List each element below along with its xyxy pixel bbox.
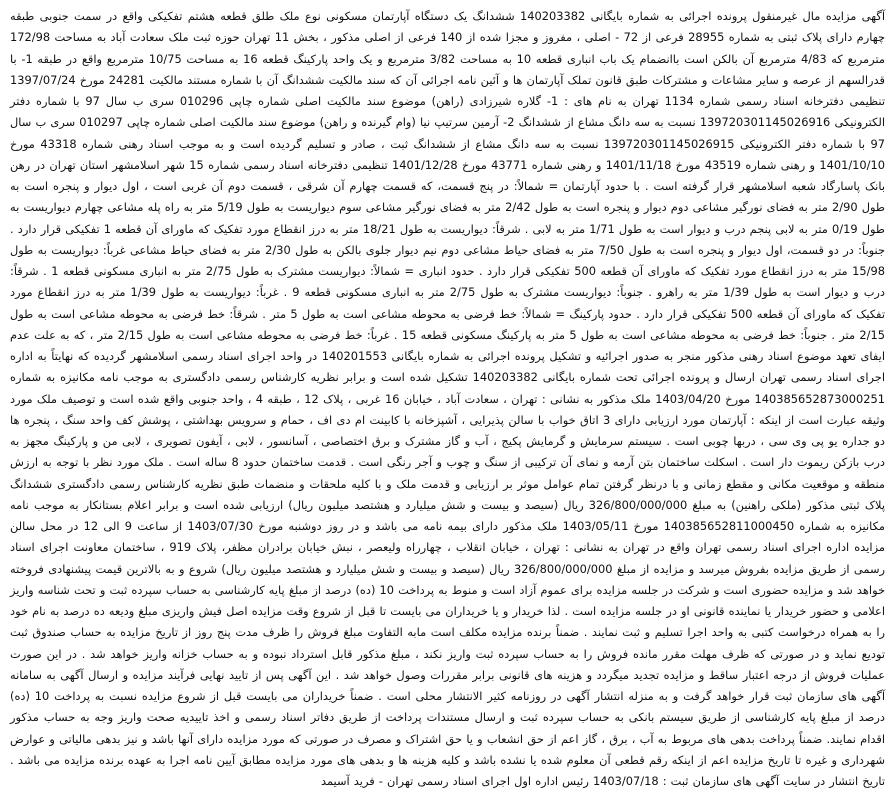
auction-notice-text: آگهی مزایده مال غیرمنقول پرونده اجرائی به شماره بایگانی 140203382 ششدانگ یک دستگاه آپارتمان مسکونی نوع ملک طلق قطعه هشتم تفکیکی واقع در سمت جنوبی طبقه چهارم دارای پلاک ثبتی به شماره 28955 فرعی از 72 - اصلی ، مفروز و مجزا شده از 140 فرعی از اصلی مذکور ، بخش 11 تهران حوزه ثبت ملک سعادت آباد به مساحت 172/98 مترمربع که 4/83 مترمربع آن بالکن است باانضمام یک باب انباری قطعه 10 به مساحت 3/82 مترمربع و یک واحد پارکینگ قطعه 16 به مساحت 10/75 مترمربع واقع در طبقه 1- با قدرالسهم از عرصه و سایر مشاعات و مشترکات طبق قانون تملک آپارتمان ها و آئین نامه اجرائی آن که سند مالکیت ششدانگ آن با شماره مستند مالکیت 24281 مورخ 1397/07/24 تنظیمی دفترخانه اسناد رسمی شماره 1134 تهران به نام های : 1- گلاره شیرزادی (راهن) موضوع سند مالکیت اصلی شماره چاپی 010296 سری ب سال 97 با شماره دفتر الکترونیکی 139720301145026916 نسبت به سه دانگ مشاع از ششدانگ 2- آرمین سرتیپ نیا (وام گیرنده و راهن) موضوع سند مالکیت اصلی شماره چاپی 010297 سری ب سال 97 با شماره دفتر الکترونیکی 139720301145026915 نسبت به سه دانگ مشاع از ششدانگ ثبت ، صادر و تسلیم گردیده است و به موجب اسناد رهنی شماره 43318 مورخ 1401/10/10 و رهنی شماره 43519 مورخ 1401/11/18 و رهنی شماره 43771 مورخ 1401/12/28 تنظیمی دفترخانه اسناد رسمی شماره 15 شهر اسلامشهر استان تهران در رهن بانک پاسارگاد شعبه اسلامشهر قرار گرفته است . با حدود آپارتمان = شمالاً: در پنج قسمت، که قسمت چهارم آن شرقی ، قسمت دوم آن غربی است ، اول دیوار و پنجره است به طول 2/90 متر به فضای نورگیر مشاعی دوم دیوار و پنجره است به طول 2/42 متر به فضای نورگیر مشاعی سوم دیواریست به طول 5/19 متر به راه پله مشاعی چهارم دیواریست به طول 0/19 متر به لابی پنجم درب و دیوار است به طول 1/71 متر به لابی . شرقاً: دیواریست به طول 18/21 متر به درز انقطاع مورد تفکیک که ماورای آن قطعه 1 تفکیکی قرار دارد . جنوباً: در دو قسمت، اول دیوار و پنجره است به طول 7/50 متر به فضای حیاط مشاعی دوم نیم دیوار جلوی بالکن به طول 2/30 متر به فضای حیاط مشاعی غرباً: دیواریست به طول 15/98 متر به درز انقطاع مورد تفکیک که ماورای آن قطعه 500 تفکیکی قرار دارد . حدود انباری = شمالاً: دیواریست مشترک به طول 2/75 متر به انباری مسکونی قطعه 1 . شرقاً: درب و دیوار است به طول 1/39 متر به راهرو . جنوباً: دیواریست مشترک به طول 2/75 متر به انباری مسکونی قطعه 9 . غرباً: دیواریست به طول 1/39 متر به درز انقطاع مورد تفکیک که ماورای آن قطعه 500 تفکیکی قرار دارد . حدود پارکینگ = شمالاً: خط فرضی به محوطه مشاعی است به طول 5 متر . شرقاً: خط فرضی به محوطه مشاعی است به طول 2/15 متر . جنوباً: خط فرضی به محوطه مشاعی است به طول 5 متر به پارکینگ مسکونی قطعه 15 . غرباً: خط فرضی به محوطه مشاعی است به طول 2/15 متر ، که به علت عدم ایفای تعهد موضوع اسناد رهنی مذکور منجر به صدور اجرائیه و تشکیل پرونده اجرائی به شماره بایگانی 140201553 در واحد اجرای اسناد رسمی اسلامشهر گردیده که نهایتاً به اداره اجرای اسناد رسمی تهران ارسال و پرونده اجرائی تحت شماره بایگانی 140203382 تشکیل شده است و برابر نظریه کارشناس رسمی دادگستری به موجب نامه مکانیزه به شماره 140385652873000251 مورخ 1403/04/20 ملک مذکور به نشانی : تهران ، سعادت آباد ، خیابان 16 غربی ، پلاک 12 ، طبقه 4 ، واحد جنوبی واقع شده است و توصیف ملک مورد وثیقه عبارت است از اینکه : آپارتمان مورد ارزیابی دارای 3 اتاق خواب با سالن پذیرایی ، آشپزخانه با کابینت ام دی اف ، حمام و سرویس بهداشتی ، پوشش کف واحد سنگ ، پنجره ها دو جداره یو پی وی سی ، دربها چوبی است . سیستم سرمایش و گرمایش پکیج ، آب و گاز مشترک و برق اختصاصی ، آسانسور ، لابی ، آیفون تصویری ، لابی من و پارکینگ مجهز به درب بازکن ریموت دار است . اسکلت ساختمان بتن آرمه و نمای آن ترکیبی از سنگ و چوب و آجر رنگی است . قدمت ساختمان حدود 8 ساله است . ملک مورد نظر با توجه به ارزش منطقه و موقعیت مکانی و مقطع زمانی و با درنظر گرفتن تمام عوامل موثر بر ارزیابی و قدمت ملک و با کلیه ملحقات و منضمات طبق نظریه کارشناس رسمی دادگستری ششدانگ پلاک ثبتی مذکور (ملکی راهنین) به مبلغ 326/800/000/000 ریال (سیصد و بیست و شش میلیارد و هشتصد میلیون ریال) ارزیابی شده است و برابر اعلام بستانکار به موجب نامه مکانیزه به شماره 140385652811000450 مورخ 1403/05/11 ملک مذکور دارای بیمه نامه می باشد و در روز دوشنبه مورخ 1403/07/30 از ساعت 9 الی 12 در محل سالن مزایده اداره اجرای اسناد رسمی تهران واقع در تهران به نشانی : تهران ، خیابان انقلاب ، چهارراه ولیعصر ، نبش خیابان برادران مظفر، پلاک 919 ، ساختمان معاونت اجرای اسناد رسمی از طریق مزایده بفروش میرسد و مزایده از مبلغ 326/800/000/000 ریال (سیصد و بیست و شش میلیارد و هشتصد میلیون ریال) شروع و به بالاترین قیمت پیشنهادی فروخته خواهد شد و مزایده حضوری است و شرکت در جلسه مزایده برای عموم آزاد است و منوط به پرداخت 10 (ده) درصد از مبلغ پایه کارشناسی به حساب سپرده ثبت و تحت شناسه واریز اعلامی و حضور خریدار یا نماینده قانونی او در جلسه مزایده است . لذا خریدار و یا خریداران می بایست تا قبل از شروع وقت مزایده اصل فیش واریزی مبلغ ودیعه ده درصد به نام خود را به همراه درخواست کتبی به واحد اجرا تسلیم و ثبت نمایند . ضمناً برنده مزایده مکلف است مابه التفاوت مبلغ فروش را ظرف مدت پنج روز از تاریخ مزایده به حساب صندوق ثبت تودیع نماید و در صورتی که ظرف مهلت مقرر مانده فروش را به حساب سپرده ثبت واریز نکند ، مبلغ مذکور قابل استرداد نبوده و به حساب خزانه واریز خواهد شد . در این صورت عملیات فروش از درجه اعتبار ساقط و مزایده تجدید میگردد و هزینه های قانونی برابر مقررات وصول خواهد شد . این آگهی پس از تایید نهایی فرآیند مزایده و ارسال آگهی به سامانه آگهی های سازمان ثبت قرار خواهد گرفت و به منزله انتشار آگهی در روزنامه کثیر الانتشار محلی است . ضمناً خریداران می بایست قبل از شروع مزایده نسبت به پرداخت 10 (ده) درصد از مبلغ پایه کارشناسی از طریق سیستم بانکی به حساب سپرده ثبت و ارسال مستندات پرداخت از طریق دفاتر اسناد رسمی و اخذ تاییدیه صحت واریز وجه به حساب مذکور اقدام نمایند. ضمناً پرداخت بدهی های مربوط به آب ، برق ، گاز اعم از حق انشعاب و یا حق اشتراک و مصرف در صورتی که مورد مزایده دارای آنها باشد و نیز بدهی مالیاتی و عوارض شهرداری و غیره تا تاریخ مزایده اعم از اینکه رقم قطعی آن معلوم شده یا نشده باشد و کلیه هزینه ها و بدهی های مورد مزایده مطابق آیین نامه اجرا به عهده برنده مزایده می باشد . تاریخ انتشار در سایت آگهی های سازمان ثبت : 1403/07/18 رئیس اداره اول اجرای اسناد رسمی تهران - فرید آسیمد [10,9,886,788]
